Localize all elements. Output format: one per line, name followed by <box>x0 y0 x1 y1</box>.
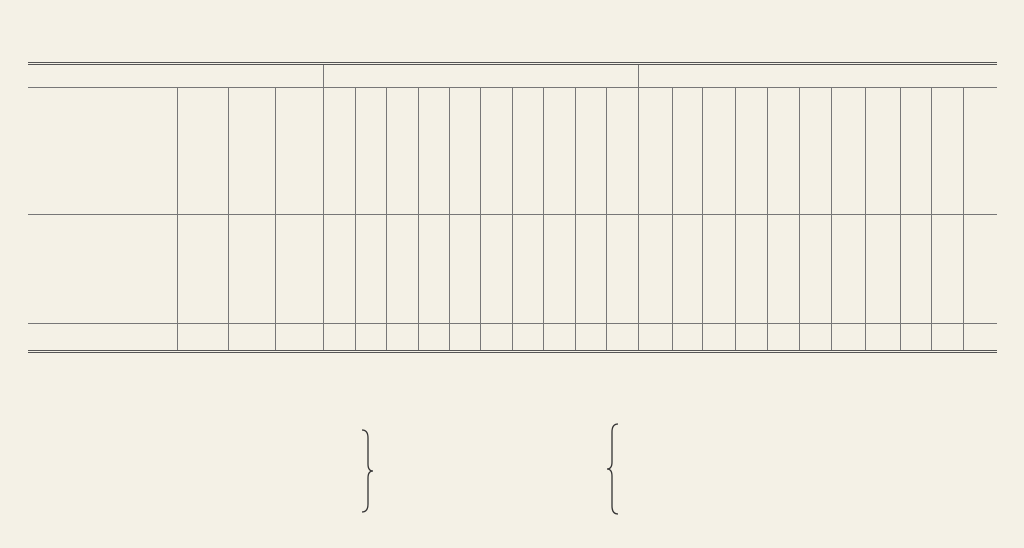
table-cell <box>735 271 767 294</box>
table-cell <box>387 271 418 294</box>
table-cell <box>703 248 735 271</box>
cause-column-header <box>900 88 931 215</box>
table-cell <box>832 215 866 249</box>
table-cell <box>575 324 606 352</box>
table-cell <box>866 324 900 352</box>
table-cell <box>638 248 672 271</box>
table-cell <box>178 215 229 249</box>
table-cell <box>324 271 355 294</box>
cause-column-header <box>672 88 702 215</box>
table-cell <box>544 324 575 352</box>
group-header-causes <box>638 64 997 88</box>
table-cell <box>544 294 575 324</box>
cause-column-header <box>866 88 900 215</box>
table-cell <box>703 324 735 352</box>
table-cell <box>355 271 386 294</box>
row-label <box>28 294 178 324</box>
table-cell <box>963 294 997 324</box>
table-cell <box>932 294 963 324</box>
table-cell <box>866 215 900 249</box>
table-cell <box>544 248 575 271</box>
table-cell <box>481 215 512 249</box>
age-column-header <box>324 88 355 215</box>
district-row <box>624 486 1004 508</box>
table-row <box>28 294 997 324</box>
table-cell <box>703 294 735 324</box>
table-cell <box>932 271 963 294</box>
table-cell <box>638 215 672 249</box>
table-cell <box>672 271 702 294</box>
table-cell <box>638 271 672 294</box>
age-column-header <box>544 88 575 215</box>
table-cell <box>324 248 355 271</box>
table-cell <box>900 271 931 294</box>
table-cell <box>900 324 931 352</box>
table-cell <box>963 215 997 249</box>
table-cell <box>799 324 831 352</box>
table-cell <box>607 324 638 352</box>
table-cell <box>275 215 324 249</box>
locality-column-header <box>229 88 276 215</box>
cause-column-header <box>768 88 799 215</box>
table-cell <box>355 324 386 352</box>
table-cell <box>799 271 831 294</box>
right-brace-icon <box>360 428 374 514</box>
cause-column-header <box>735 88 767 215</box>
table-cell <box>799 294 831 324</box>
table-cell <box>450 271 481 294</box>
table-cell <box>275 324 324 352</box>
age-column-header <box>450 88 481 215</box>
table-cell <box>481 324 512 352</box>
cause-column-header <box>638 88 672 215</box>
table-cell <box>575 248 606 271</box>
left-brace-icon <box>606 422 620 516</box>
table-cell <box>229 248 276 271</box>
table-cell <box>672 248 702 271</box>
table-cell <box>768 271 799 294</box>
locality-column-header <box>178 88 229 215</box>
table-row <box>28 215 997 249</box>
row-label <box>28 215 178 249</box>
locality-column-header <box>275 88 324 215</box>
table-cell <box>832 324 866 352</box>
table-cell <box>355 248 386 271</box>
table-cell <box>832 294 866 324</box>
table-cell <box>575 294 606 324</box>
table-cell <box>418 324 449 352</box>
table-cell <box>355 215 386 249</box>
table-cell <box>575 271 606 294</box>
table-cell <box>735 215 767 249</box>
table-cell <box>178 324 229 352</box>
table-cell <box>932 324 963 352</box>
table-cell <box>607 215 638 249</box>
locality-blank-header <box>28 88 178 215</box>
table-row <box>28 271 997 294</box>
table-row <box>28 248 997 271</box>
table-cell <box>229 215 276 249</box>
table-cell <box>387 324 418 352</box>
cause-column-header <box>799 88 831 215</box>
table-cell <box>638 324 672 352</box>
table-cell <box>768 248 799 271</box>
cause-column-header <box>932 88 963 215</box>
table-cell <box>932 215 963 249</box>
table-cell <box>229 294 276 324</box>
table-cell <box>832 248 866 271</box>
table-cell <box>607 248 638 271</box>
table-cell <box>512 294 543 324</box>
table-cell <box>672 324 702 352</box>
table-cell <box>900 294 931 324</box>
table-cell <box>387 248 418 271</box>
table-cell <box>355 294 386 324</box>
group-header-ages <box>324 64 638 88</box>
table-cell <box>275 271 324 294</box>
row-label <box>28 324 178 352</box>
table-cell <box>672 215 702 249</box>
table-cell <box>178 248 229 271</box>
table-cell <box>607 271 638 294</box>
table-cell <box>638 294 672 324</box>
table-cell <box>866 271 900 294</box>
district-list <box>624 420 1004 508</box>
table-cell <box>544 215 575 249</box>
group-header-localities <box>28 64 324 88</box>
district-row <box>624 442 1004 464</box>
table-cell <box>575 215 606 249</box>
table-cell <box>799 215 831 249</box>
table-cell <box>275 294 324 324</box>
table-cell <box>178 294 229 324</box>
table-cell <box>418 271 449 294</box>
table-cell <box>418 248 449 271</box>
table-cell <box>178 271 229 294</box>
table-cell <box>735 248 767 271</box>
age-column-header <box>387 88 418 215</box>
age-column-header <box>575 88 606 215</box>
table-cell <box>387 294 418 324</box>
mortality-table <box>28 62 997 353</box>
table-cell <box>481 271 512 294</box>
table-cell <box>866 294 900 324</box>
age-column-header <box>607 88 638 215</box>
table-cell <box>703 215 735 249</box>
table-cell <box>418 294 449 324</box>
table-cell <box>450 248 481 271</box>
table-cell <box>481 294 512 324</box>
table-cell <box>900 215 931 249</box>
row-label <box>28 271 178 294</box>
table-cell <box>963 324 997 352</box>
table-cell <box>607 294 638 324</box>
table-cell <box>418 215 449 249</box>
district-row <box>624 420 1004 442</box>
table-cell <box>900 248 931 271</box>
age-column-header <box>512 88 543 215</box>
district-row <box>624 464 1004 486</box>
table-cell <box>512 248 543 271</box>
table-cell <box>229 324 276 352</box>
table-cell <box>481 248 512 271</box>
table-cell <box>832 271 866 294</box>
table-cell <box>512 215 543 249</box>
table-cell <box>799 248 831 271</box>
table-cell <box>450 324 481 352</box>
table-cell <box>450 294 481 324</box>
table-cell <box>324 324 355 352</box>
table-cell <box>324 294 355 324</box>
table-cell <box>512 324 543 352</box>
cause-column-header <box>832 88 866 215</box>
table-cell <box>963 271 997 294</box>
row-label <box>28 248 178 271</box>
table-cell <box>275 248 324 271</box>
table-cell <box>768 324 799 352</box>
table-cell <box>932 248 963 271</box>
table-cell <box>768 294 799 324</box>
table-cell <box>544 271 575 294</box>
table-cell <box>735 294 767 324</box>
table-cell <box>672 294 702 324</box>
table-cell <box>512 271 543 294</box>
table-cell <box>963 248 997 271</box>
table-cell <box>768 215 799 249</box>
table-cell <box>387 215 418 249</box>
age-column-header <box>355 88 386 215</box>
cause-column-header <box>963 88 997 215</box>
table-cell <box>866 248 900 271</box>
cause-column-header <box>703 88 735 215</box>
table-cell <box>703 271 735 294</box>
total-row <box>28 324 997 352</box>
table-cell <box>324 215 355 249</box>
table-cell <box>450 215 481 249</box>
table-cell <box>735 324 767 352</box>
table-cell <box>229 271 276 294</box>
age-column-header <box>481 88 512 215</box>
age-column-header <box>418 88 449 215</box>
